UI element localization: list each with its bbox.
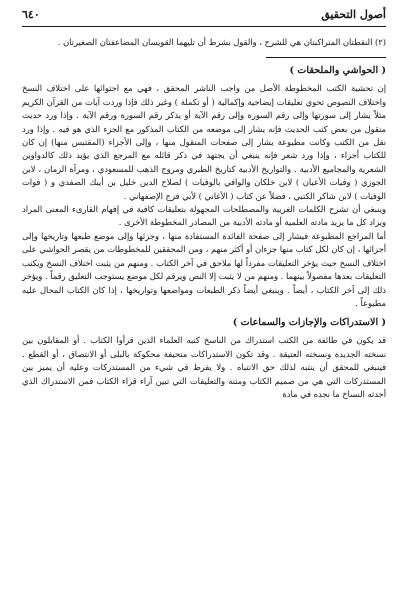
document-page xyxy=(22,8,386,401)
paragraph: أما المراجع المطبوعة فيشار إلى صفحة الفائدة المستفادة منها ، وجزئها وإلى موضع طبعها وتاريخها وإلى أجزائها ، إن كان لكل كتاب منها جزءان أو أكثر منهم ، ومن المحققين للمخطوطات من يقصر الحواشي على اختلاف النسخ حيث يؤخر التعليقات مفرداً لها ملاحق في آخر الكتاب . ومنهم من يثبت اختلاف النسخ ويكتب التعليقات بعدها مفصولاً بينهما . ومنهم من لا يثبت إلا النص ويرقم لكل موضع يستوجب التعليق رقماً . ويؤخر ذلك إلى آخر الكتاب ، أيضاً . وينبغي أيضاً ذكر الطبعات ومواضعها وتواريخها ، إذا كان الكتاب المحال عليه مطبوعاً . xyxy=(22,230,386,308)
footnote-rule xyxy=(266,57,386,58)
page-header xyxy=(22,8,386,24)
paragraph: قد يكون في طائفة من الكتب استدراك من الناسخ كتبه العلماء الذين قرأوا الكتاب . أو المقابلون بين نسخته الجديدة ونسخته العتيقة . وقد تكون الاستدراكات متحيفة محكوكة بالبلى أو الانتصاق ، أو القطع . فينبغي للمحقق أن ينتبه لذلك حق الانتباه . ولا يفرط في شيء من المستدركات وعليه أن يميز بين المستدركات التي هي من صميم الكتاب ومتنه والتعليقات التي تبين آراء قراء الكتاب فمن الاستدراك الذي أحدثه النساخ ما نجده في مادة xyxy=(22,335,386,399)
header-rule xyxy=(22,26,386,27)
page-number: ٦٤٠ xyxy=(22,8,40,21)
footnote: (٢) النقطتان المتراكبتان هي للشرح ، والقول بشرط أن تليهما القويسان المضاعفتان الصغيرتان . xyxy=(57,37,386,47)
section-heading-addenda: ( الاستدراكات والإجازات والسماعات ) xyxy=(232,317,386,329)
section-heading-notes: ( الحواشي والملحقات ) xyxy=(289,65,386,77)
paragraph: وينبغي أن تشرح الكلمات الغريبة والمصطلحات المجهولة بتعليقات كافية في إفهام القارىء المعنى المراد ويزاد كل ما يزيد مادته العلمية أو مادته الأدبية من المصادر المخطوطة الأخرى . xyxy=(22,204,386,228)
book-title: أصول التحقيق xyxy=(321,8,386,21)
paragraph: إن تحشية الكتب المخطوطة الأصل من واجب الناشر المحقق ، فهي مع احتوائها على اختلاف النسخ واختلاف النصوص تحوي تعليقات إيضاحية وإكمالية ( أو تكملة ) وغير ذلك فإذا وردت آيات من القرآن الكريم مثلاً يشار إلى سورتها وإلى رقم السورة وإلى رقم الآية أو يذكر رقم السورة ورقم الآية . وإذا ورد حديث منقول من بعض كتب الحديث فإنه يشار إلى موضعه من الكتاب المذكور مع الجزء الذي هو فيه . وإذا ورد نقل من الكتب وكانت مطبوعة يشار إلى صفحات المنقول منها ، وإلى الأجزاء (المقتبس منها) إن كان للكتاب أجزاء ، وإذا ورد شعر فإنه ينبغي أن يجتهد في ذكر قائله مع المرجع الذي يؤيد ذلك كالدواوين الشعرية والمجاميع الأدبية . والتواريخ الأدبية كتاريخ الطبري ومروج الذهب للمسعودي ، ومرآة الزمان ، لابن الجوزي ( وفيات الأعيان ) لابن خلكان والوافي بالوفيات ) لصلاح الدين خليل بن أيبك الصفدي و ( فوات الوفيات ) لابن شاكر الكتبي ، فضلاً عن كتاب ( الأغاني ) لأبي فرج الإصفهاني . xyxy=(22,83,386,201)
